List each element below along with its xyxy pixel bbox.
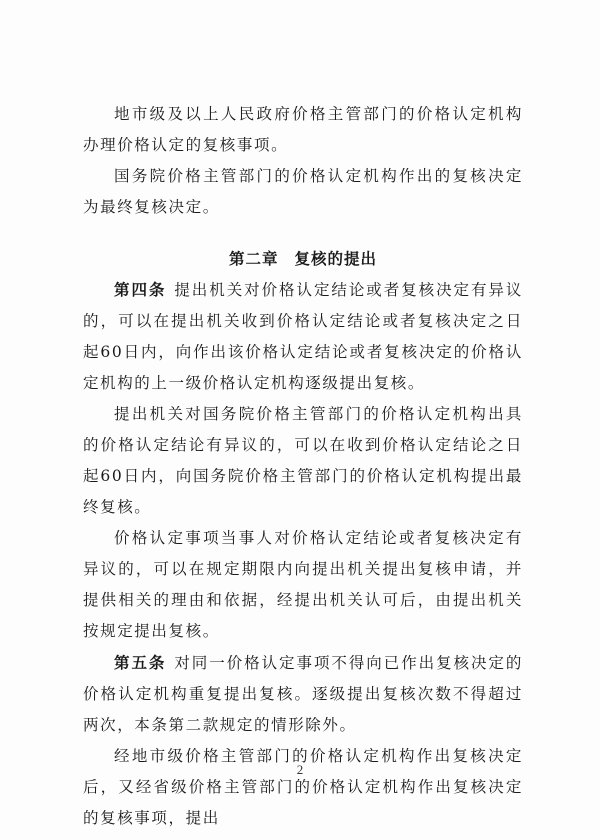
paragraph-state-council-objection: 提出机关对国务院价格主管部门的价格认定机构出具的价格认定结论有异议的，可以在收到价格认定结论之日起60日内，向国务院价格主管部门的价格认定机构提出最终复核。 bbox=[83, 405, 523, 516]
paragraph-municipal-review: 地市级及以上人民政府价格主管部门的价格认定机构办理价格认定的复核事项。 bbox=[83, 105, 523, 154]
paragraph-party-objection: 价格认定事项当事人对价格认定结论或者复核决定有异议的，可以在规定期限内向提出机关提出复核申请，并提供相关的理由和依据，经提出机关认可后，由提出机关按规定提出复核。 bbox=[83, 529, 523, 640]
article-4-label: 第四条 bbox=[114, 280, 167, 299]
page-number: 2 bbox=[296, 762, 304, 777]
document-body bbox=[83, 99, 523, 834]
article-4-text: 提出机关对价格认定结论或者复核决定有异议的，可以在提出机关收到价格认定结论或者复核决定之日起60日内，向作出该价格认定结论或者复核决定的价格认定机构的上一级价格认定机构逐级提出复核。 bbox=[83, 281, 523, 392]
article-5-label: 第五条 bbox=[114, 653, 167, 672]
article-5-text: 对同一价格认定事项不得向已作出复核决定的价格认定机构重复提出复核。逐级提出复核次数不得超过两次，本条第二款规定的情形除外。 bbox=[83, 654, 523, 734]
paragraph-provincial-review: 经地市级价格主管部门的价格认定机构作出复核决定后，又经省级价格主管部门的价格认定机构作出复核决定的复核事项，提出 bbox=[83, 747, 523, 827]
article-4 bbox=[83, 274, 523, 399]
chapter-title: 复核的提出 bbox=[294, 249, 378, 268]
paragraph-state-council-final: 国务院价格主管部门的价格认定机构作出的复核决定为最终复核决定。 bbox=[83, 167, 523, 216]
chapter-heading bbox=[83, 243, 523, 274]
chapter-number: 第二章 bbox=[228, 249, 279, 268]
article-5 bbox=[83, 647, 523, 741]
